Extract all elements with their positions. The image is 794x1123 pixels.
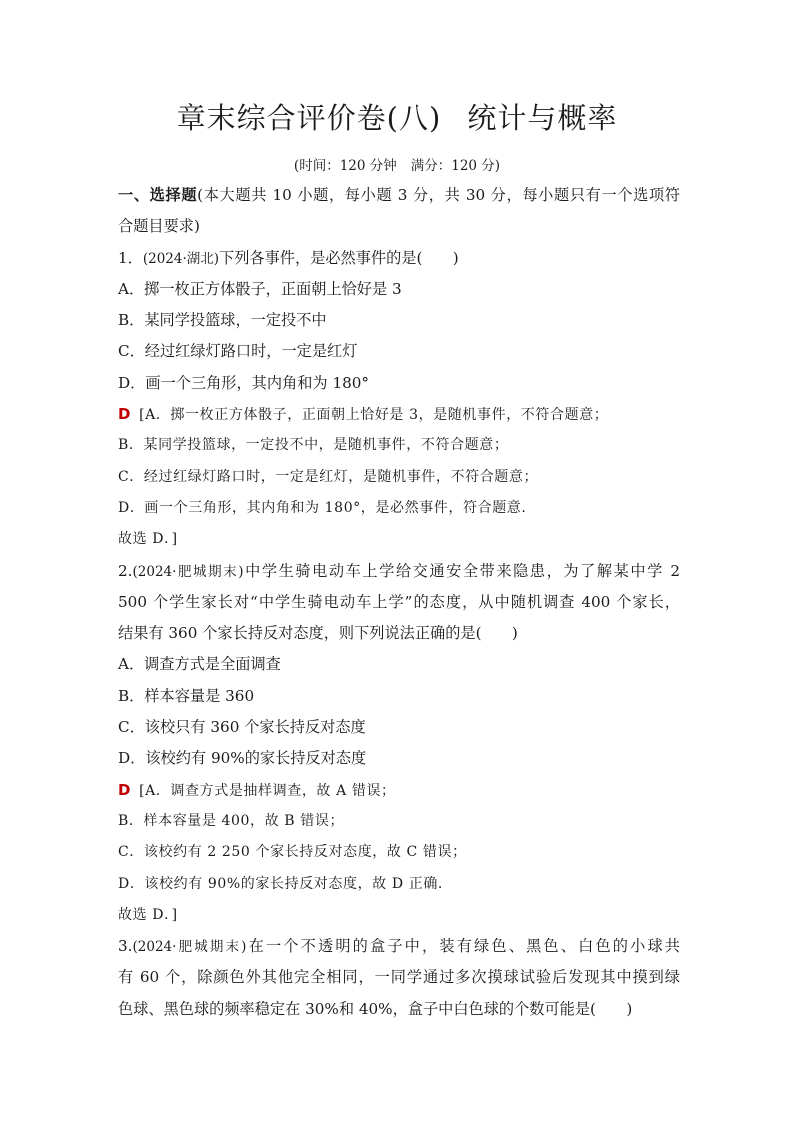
- answer-explanation: [A．掷一枚正方体骰子，正面朝上恰好是 3，是随机事件，不符合题意；: [139, 407, 609, 424]
- question-2-explanation: D．该校约有 90%的家长持反对态度，故 D 正确.: [118, 875, 443, 892]
- section-description-cont: 合题目要求): [118, 217, 200, 236]
- answer-explanation: [A．调查方式是抽样调查，故 A 错误；: [139, 782, 396, 799]
- question-1-explanation: D．画一个三角形，其内角和为 180°，是必然事件，符合题意.: [118, 499, 527, 516]
- question-2-option-d: D．该校约有 90%的家长持反对态度: [118, 749, 367, 768]
- question-text: 下列各事件，是必然事件的是( ): [219, 248, 459, 267]
- question-2-stem-cont: 结果有 360 个家长持反对态度，则下列说法正确的是( ): [118, 624, 518, 643]
- question-2-explanation: C．该校约有 2 250 个家长持反对态度，故 C 错误；: [118, 844, 467, 861]
- question-1-option-b: B．某同学投篮球，一定投不中: [118, 311, 327, 330]
- title-main: 章末综合评价卷(八): [176, 101, 442, 135]
- question-3-stem-cont: 有 60 个，除颜色外其他完全相同，一同学通过多次摸球试验后发现其中摸到绿: [118, 968, 680, 987]
- question-2-stem-cont: 500 个学生家长对“中学生骑电动车上学”的态度，从中随机调查 400 个家长，: [118, 592, 680, 611]
- question-number: 3.: [118, 937, 133, 956]
- question-1-explanation: B．某同学投篮球，一定投不中，是随机事件，不符合题意；: [118, 437, 509, 454]
- question-source: (2024·肥城期末): [132, 563, 244, 580]
- question-2-option-c: C．该校只有 360 个家长持反对态度: [118, 718, 366, 737]
- question-2-stem: [118, 556, 680, 587]
- question-number: 2.: [118, 561, 133, 580]
- score-info: 满分：120 分): [410, 158, 501, 174]
- question-1-option-a: A．掷一枚正方体骰子，正面朝上恰好是 3: [118, 279, 402, 298]
- section-heading: 一、选择题: [118, 186, 198, 204]
- question-source: (2024·肥城期末): [132, 939, 247, 956]
- question-1-option-c: C．经过红绿灯路口时，一定是红灯: [118, 342, 358, 361]
- section-heading-line: [118, 180, 680, 211]
- title-sub: 统计与概率: [467, 101, 618, 135]
- question-3-stem: [118, 931, 680, 962]
- question-2-answer: [118, 775, 680, 806]
- question-number: 1．: [118, 248, 143, 267]
- question-text: 中学生骑电动车上学给交通安全带来隐患，为了解某中学 2: [243, 561, 680, 580]
- question-1-answer: [118, 399, 680, 430]
- question-2-option-a: A．调查方式是全面调查: [118, 655, 281, 674]
- answer-letter: D: [118, 780, 132, 799]
- exam-info: [0, 154, 794, 174]
- page-title: [0, 96, 794, 137]
- answer-letter: D: [118, 405, 132, 424]
- question-2-explanation: B．样本容量是 400，故 B 错误；: [118, 812, 345, 829]
- question-1-conclusion: 故选 D．]: [118, 531, 178, 548]
- question-1-explanation: C．经过红绿灯路口时，一定是红灯，是随机事件，不符合题意；: [118, 468, 539, 485]
- question-text: 在一个不透明的盒子中，装有绿色、黑色、白色的小球共: [246, 937, 680, 956]
- section-description: (本大题共 10 小题，每小题 3 分，共 30 分，每小题只有一个选项符: [197, 186, 680, 204]
- exam-content: [118, 180, 680, 1025]
- question-2-option-b: B．样本容量是 360: [118, 686, 255, 705]
- question-1-stem: [118, 243, 680, 274]
- time-info: (时间：120 分钟: [293, 158, 397, 174]
- question-1-option-d: D．画一个三角形，其内角和为 180°: [118, 373, 370, 392]
- question-source: (2024·湖北): [142, 250, 220, 267]
- question-2-conclusion: 故选 D．]: [118, 906, 178, 923]
- question-3-stem-cont: 色球、黑色球的频率稳定在 30%和 40%，盒子中白色球的个数可能是( ): [118, 999, 633, 1018]
